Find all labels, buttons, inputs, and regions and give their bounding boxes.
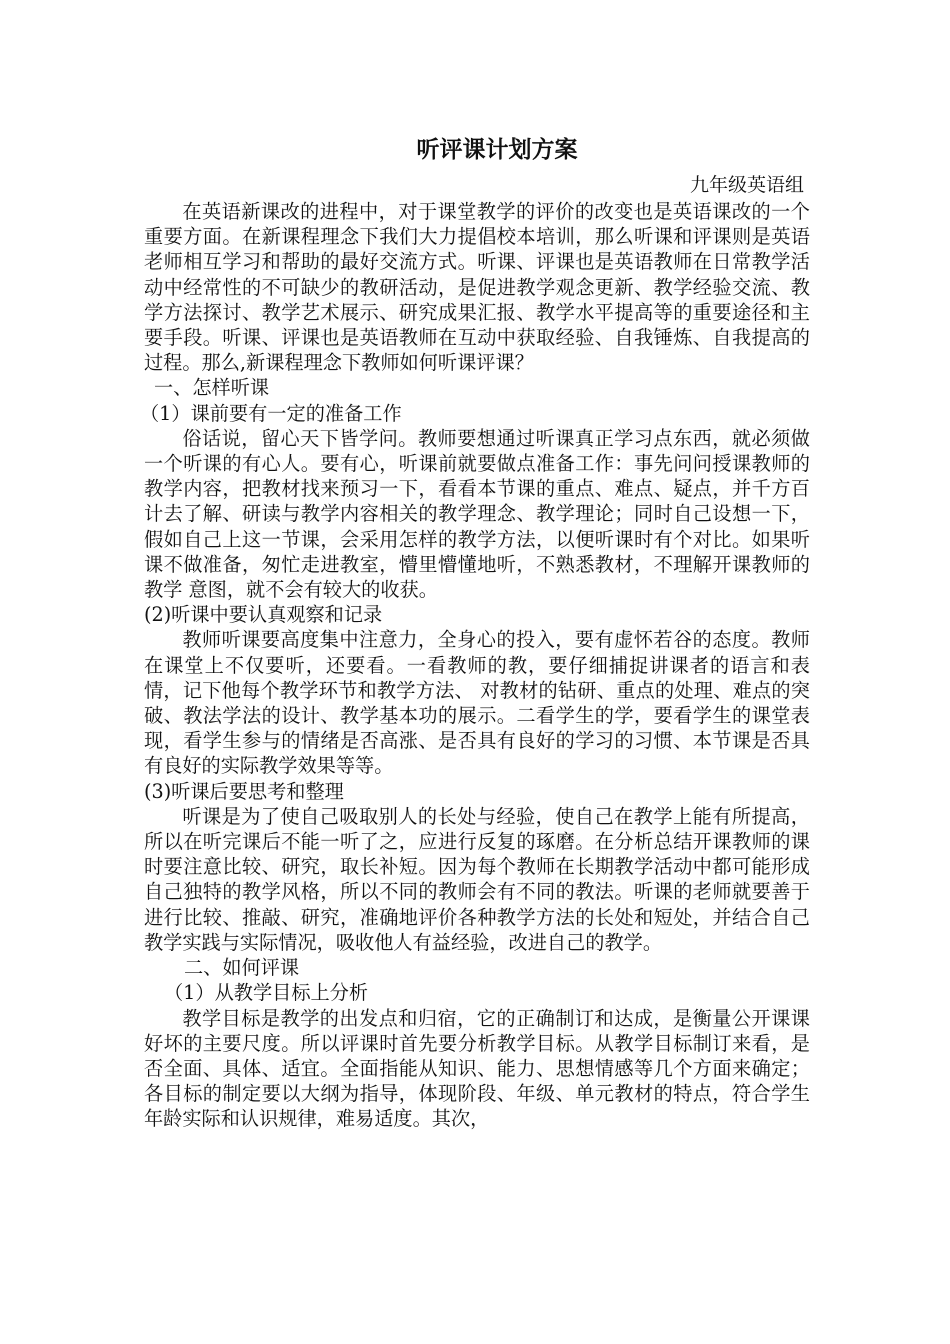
section-heading-evaluation: 二、如何评课 (184, 956, 300, 980)
paragraph-objectives: 教学目标是教学的出发点和归宿，它的正确制订和达成，是衡量公开课课好坏的主要尺度。所以评课时首先要分析教学目标。从教学目标制订来看，是否全面、具体、适宜。全面指能从知识、能力、思想情感等几个方面来确定；各目标的制定要以大纲为指导，体现阶段、年级、单元教材的特点，符合学生年龄实际和认识规律，难易适度。其次， (144, 1006, 810, 1131)
subsection-heading-objectives: （1）从教学目标上分析 (164, 981, 369, 1005)
intro-paragraph: 在英语新课改的进程中，对于课堂教学的评价的改变也是英语课改的一个重要方面。在新课程理念下我们大力提倡校本培训，那么听课和评课则是英语老师相互学习和帮助的最好交流方式。听课、评课也是英语教师在日常教学活动中经常性的不可缺少的教研活动，是促进教学观念更新、教学经验交流、教学方法探讨、教学艺术展示、研究成果汇报、教学水平提高等的重要途径和主要手段。听课、评课也是英语教师在互动中获取经验、自我锤炼、自我提高的过程。那么,新课程理念下教师如何听课评课？ (144, 200, 810, 375)
document-title: 听评课计划方案 (416, 137, 578, 163)
paragraph-reflection: 听课是为了使自己吸取别人的长处与经验，使自己在教学上能有所提高，所以在听完课后不能一听了之，应进行反复的琢磨。在分析总结开课教师的课时要注意比较、研究，取长补短。因为每个教师在长期教学活动中都可能形成自己独特的教学风格，所以不同的教师会有不同的教法。听课的老师就要善于进行比较、推敲、研究，准确地评价各种教学方法的长处和短处，并结合自己教学实践与实际情况，吸收他人有益经验，改进自己的教学。 (144, 804, 810, 954)
document-page (140, 128, 810, 1132)
paragraph-preparation: 俗话说，留心天下皆学问。教师要想通过听课真正学习点东西，就必须做一个听课的有心人。要有心，听课前就要做点准备工作：事先问问授课教师的教学内容，把教材找来预习一下，看看本节课的重点、难点、疑点，并千方百计去了解、研读与教学内容相关的教学理念、教学理论；同时自己设想一下，假如自己上这一节课，会采用怎样的教学方法，以便听课时有个对比。如果听课不做准备，匆忙走进教室，懵里懵懂地听，不熟悉教材，不理解开课教师的教学 意图，就不会有较大的收获。 (144, 426, 810, 602)
section-heading-listening: 一、怎样听课 (154, 376, 270, 400)
subsection-heading-preparation: （1）课前要有一定的准备工作 (140, 401, 402, 425)
paragraph-observation: 教师听课要高度集中注意力，全身心的投入，要有虚怀若谷的态度。教师在课堂上不仅要听，还要看。一看教师的教，要仔细捕捉讲课者的语言和表情，记下他每个教学环节和教学方法、 对教材的钻研、重点的处理、难点的突破、教法学法的设计、教学基本功的展示。二看学生的学，要看学生的课堂表现，看学生参与的情绪是否高涨、是否具有良好的学习的习惯、本节课是否具有良好的实际教学效果等等。 (144, 628, 810, 778)
subsection-heading-observation: (2)听课中要认真观察和记录 (144, 603, 383, 627)
document-author: 九年级英语组 (689, 174, 804, 196)
subsection-heading-reflection: (3)听课后要思考和整理 (144, 779, 344, 803)
